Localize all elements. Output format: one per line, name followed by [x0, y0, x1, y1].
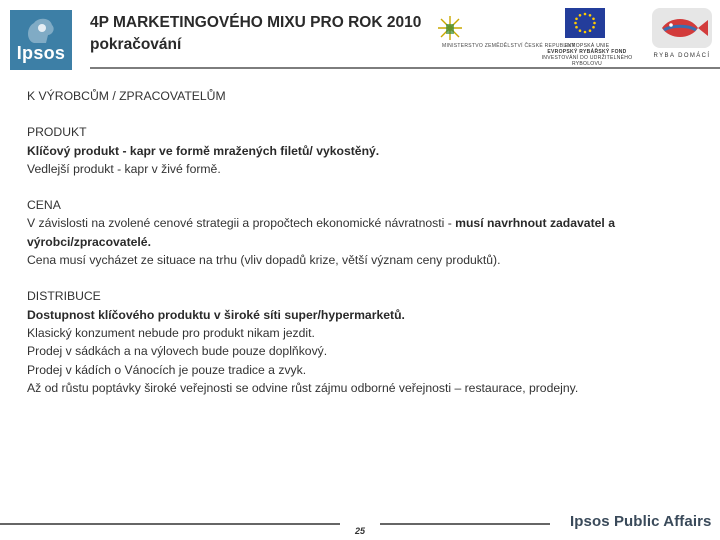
- ipsos-logo: [10, 10, 72, 70]
- ipsos-head-icon: [24, 15, 58, 45]
- cena-block: [27, 196, 707, 269]
- slide-content: [27, 87, 707, 397]
- eu-name: EVROPSKÁ UNIE: [564, 43, 610, 49]
- eu-fund-motto: INVESTOVÁNÍ DO UDRŽITELNÉHO RYBOLOVU: [541, 55, 633, 67]
- eu-flag-icon: [565, 8, 605, 38]
- distribuce-availability: Dostupnost klíčového produktu v široké síti super/hypermarketů.: [27, 307, 405, 322]
- ministry-logo: [430, 14, 576, 62]
- ministry-name: MINISTERSTVO ZEMĚDĚLSTVÍ ČESKÉ REPUBLIKY: [442, 43, 576, 49]
- ryba-domaci-logo: [648, 8, 716, 64]
- distribuce-block: [27, 287, 707, 397]
- produkt-key-product: Klíčový produkt - kapr ve formě mražených filetů/ vykostěný.: [27, 143, 380, 158]
- fish-icon: [652, 8, 712, 48]
- produkt-secondary-product: Vedlejší produkt - kapr v živé formě.: [27, 161, 221, 176]
- footer-divider-left: [0, 523, 340, 525]
- ipsos-logo-text: Ipsos: [16, 43, 66, 63]
- produkt-block: [27, 123, 707, 178]
- produkt-title: PRODUKT: [27, 125, 87, 140]
- title-line-2: pokračování: [90, 36, 182, 53]
- eu-logo: [533, 8, 641, 67]
- footer-divider-right: [380, 523, 550, 525]
- cena-title: CENA: [27, 198, 61, 213]
- distribuce-demand: Až od růstu poptávky široké veřejnosti se odvine růst zájmu odborné veřejnosti – restaurace, prodejny.: [27, 380, 579, 395]
- ministry-lion-icon: [432, 14, 468, 44]
- distribuce-consumer: Klasický konzument nebude pro produkt nikam jezdit.: [27, 325, 315, 340]
- cena-strategy-emphasis: musí navrhnout zadavatel a výrobci/zpracovatelé.: [27, 216, 615, 249]
- header-divider: [90, 67, 720, 69]
- distribuce-ponds: Prodej v sádkách a na výlovech bude pouze doplňkový.: [27, 344, 328, 359]
- eu-caption: [533, 43, 641, 67]
- page-number: 25: [354, 526, 365, 536]
- section-heading: K VÝROBCŮM / ZPRACOVATELŮM: [27, 89, 226, 103]
- footer-brand: Ipsos Public Affairs: [570, 513, 712, 530]
- distribuce-christmas: Prodej v kádích o Vánocích je pouze tradice a zvyk.: [27, 362, 307, 377]
- page-title: [90, 12, 421, 56]
- cena-strategy-text: V závislosti na zvolené cenové strategii a propočtech ekonomické návratnosti -: [27, 216, 456, 231]
- cena-market: Cena musí vycházet ze situace na trhu (vliv dopadů krize, větší význam ceny produktů).: [27, 253, 501, 268]
- distribuce-title: DISTRIBUCE: [27, 289, 101, 304]
- title-line-1: 4P MARKETINGOVÉHO MIXU PRO ROK 2010: [90, 14, 422, 31]
- ryba-domaci-name: RYBA DOMÁCÍ: [653, 53, 711, 59]
- cena-strategy: [27, 214, 707, 251]
- eu-fund-name: EVROPSKÝ RYBÁŘSKÝ FOND: [547, 49, 627, 55]
